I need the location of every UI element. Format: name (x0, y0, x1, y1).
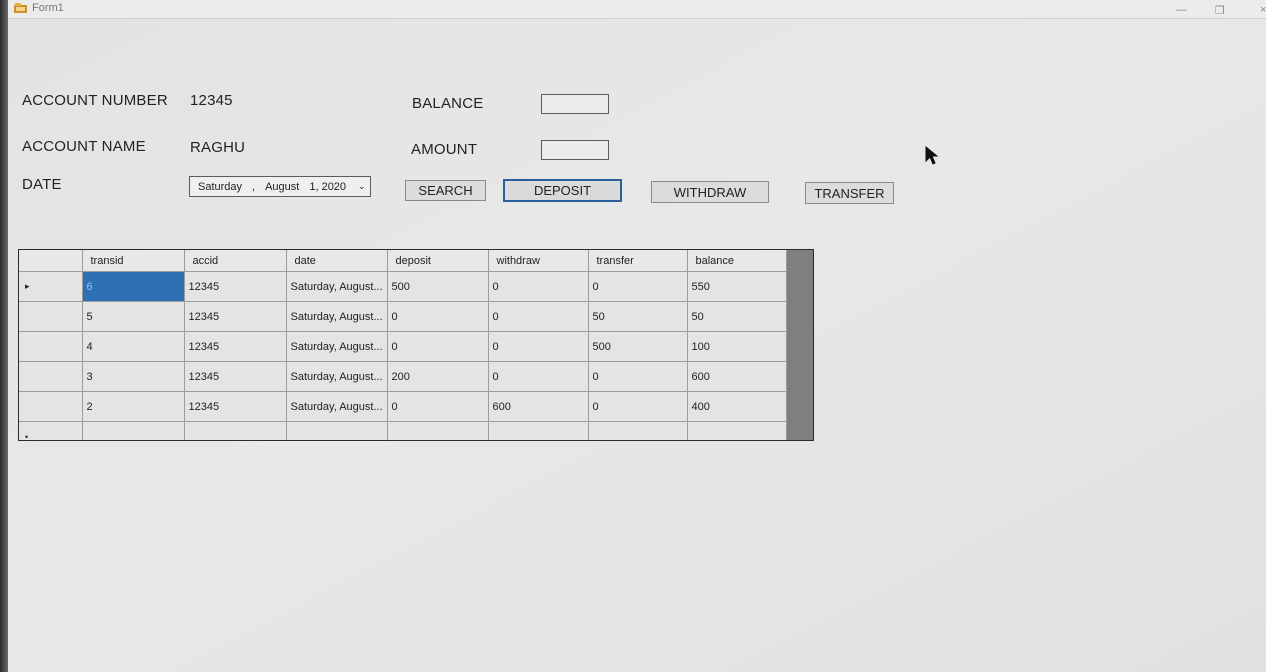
balance-input[interactable] (541, 94, 609, 114)
table-cell[interactable]: 12345 (184, 392, 286, 422)
table-cell[interactable]: 0 (588, 362, 687, 392)
maximize-button[interactable]: ❐ (1215, 5, 1225, 17)
close-button[interactable]: × (1260, 4, 1266, 16)
table-cell[interactable]: 4 (82, 332, 184, 362)
column-header-balance[interactable]: balance (687, 250, 786, 272)
table-cell[interactable]: 200 (387, 362, 488, 392)
table-cell[interactable]: 50 (687, 302, 786, 332)
table-cell[interactable] (387, 422, 488, 442)
grid-corner-header[interactable] (19, 250, 82, 272)
table-cell[interactable]: Saturday, August... (286, 272, 387, 302)
table-cell[interactable]: 12345 (184, 272, 286, 302)
withdraw-button[interactable]: WITHDRAW (651, 181, 769, 203)
table-cell[interactable]: 0 (588, 272, 687, 302)
app-icon (14, 2, 28, 13)
table-cell[interactable] (286, 422, 387, 442)
amount-label: AMOUNT (411, 141, 478, 158)
new-row[interactable] (19, 422, 786, 442)
chevron-down-icon[interactable]: ⌄ (358, 181, 366, 191)
date-label: DATE (22, 176, 62, 193)
date-picker-month: August (265, 180, 300, 193)
table-cell[interactable] (184, 422, 286, 442)
grid-header-row (19, 250, 786, 272)
row-header[interactable] (19, 272, 82, 302)
table-cell[interactable]: 400 (687, 392, 786, 422)
table-row[interactable] (19, 272, 786, 302)
table-cell[interactable] (82, 422, 184, 442)
column-header-date[interactable]: date (286, 250, 387, 272)
transactions-grid[interactable] (18, 249, 814, 441)
table-cell[interactable] (687, 422, 786, 442)
table-cell[interactable]: 500 (588, 332, 687, 362)
table-cell[interactable]: 0 (488, 272, 588, 302)
table-cell[interactable]: Saturday, August... (286, 362, 387, 392)
table-cell[interactable]: 550 (687, 272, 786, 302)
table-cell[interactable]: 12345 (184, 332, 286, 362)
account-name-value: RAGHU (190, 139, 246, 156)
account-name-label: ACCOUNT NAME (22, 138, 146, 155)
table-cell[interactable]: 500 (387, 272, 488, 302)
date-picker-date-year: 1, 2020 (309, 180, 347, 193)
table-cell[interactable]: 3 (82, 362, 184, 392)
row-header[interactable] (19, 362, 82, 392)
table-cell[interactable]: 0 (387, 332, 488, 362)
table-cell[interactable]: Saturday, August... (286, 332, 387, 362)
mouse-pointer-icon (925, 146, 939, 166)
table-cell[interactable]: 2 (82, 392, 184, 422)
column-header-withdraw[interactable]: withdraw (488, 250, 588, 272)
date-picker-separator: , (252, 180, 256, 193)
table-cell[interactable]: Saturday, August... (286, 302, 387, 332)
transactions-table (19, 250, 787, 441)
form-client-area (8, 19, 1266, 672)
minimize-button[interactable]: — (1176, 4, 1187, 16)
transfer-button[interactable]: TRANSFER (805, 182, 894, 204)
table-cell[interactable]: 0 (488, 362, 588, 392)
account-number-label: ACCOUNT NUMBER (22, 92, 168, 109)
amount-input[interactable] (541, 140, 609, 160)
date-picker[interactable] (189, 176, 371, 197)
table-cell[interactable]: 0 (387, 392, 488, 422)
table-cell[interactable]: 0 (588, 392, 687, 422)
table-cell[interactable]: 6 (82, 272, 184, 302)
table-cell[interactable]: 5 (82, 302, 184, 332)
row-header[interactable] (19, 332, 82, 362)
row-header[interactable] (19, 302, 82, 332)
table-cell[interactable]: 600 (687, 362, 786, 392)
balance-label: BALANCE (412, 95, 484, 112)
column-header-transfer[interactable]: transfer (588, 250, 687, 272)
column-header-deposit[interactable]: deposit (387, 250, 488, 272)
table-cell[interactable]: 100 (687, 332, 786, 362)
table-cell[interactable]: 0 (488, 332, 588, 362)
table-cell[interactable] (488, 422, 588, 442)
window-title: Form1 (32, 2, 64, 14)
table-cell[interactable]: 0 (387, 302, 488, 332)
table-row[interactable] (19, 392, 786, 422)
column-header-transid[interactable]: transid (82, 250, 184, 272)
table-cell[interactable] (588, 422, 687, 442)
date-picker-day: Saturday (198, 180, 243, 193)
search-button[interactable]: SEARCH (405, 180, 486, 201)
table-cell[interactable]: 12345 (184, 362, 286, 392)
deposit-button[interactable]: DEPOSIT (503, 179, 622, 202)
table-cell[interactable]: 50 (588, 302, 687, 332)
table-cell[interactable]: 12345 (184, 302, 286, 332)
table-row[interactable] (19, 362, 786, 392)
screen-bezel (0, 0, 8, 672)
table-cell[interactable]: 600 (488, 392, 588, 422)
title-bar[interactable] (8, 0, 1266, 19)
new-row-icon: • (25, 431, 29, 441)
column-header-accid[interactable]: accid (184, 250, 286, 272)
row-header[interactable] (19, 422, 82, 442)
current-row-icon: ▸ (25, 281, 30, 291)
table-row[interactable] (19, 332, 786, 362)
table-row[interactable] (19, 302, 786, 332)
table-cell[interactable]: 0 (488, 302, 588, 332)
account-number-value: 12345 (190, 92, 233, 109)
row-header[interactable] (19, 392, 82, 422)
table-cell[interactable]: Saturday, August... (286, 392, 387, 422)
